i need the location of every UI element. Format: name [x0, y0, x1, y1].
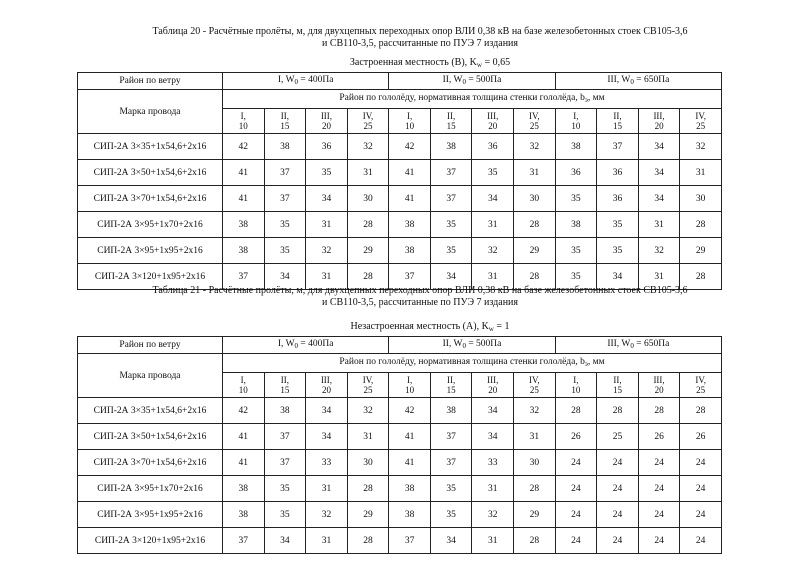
- span-value-cell: 34: [264, 264, 306, 290]
- span-value-cell: 34: [306, 186, 348, 212]
- span-value-cell: 33: [306, 450, 348, 476]
- span-value-cell: 38: [389, 476, 431, 502]
- ice-zone-header: IV, 25: [514, 109, 556, 134]
- span-value-cell: 35: [430, 476, 472, 502]
- span-value-cell: 35: [264, 212, 306, 238]
- table-21-caption-line1: Таблица 21 - Расчётные пролёты, м, для двухцепных переходных опор ВЛИ 0,38 кВ на базе железобетонных стоек СВ105-3,6: [152, 285, 688, 296]
- span-value-cell: 24: [680, 528, 722, 554]
- span-value-cell: 42: [223, 398, 265, 424]
- span-value-cell: 28: [638, 398, 680, 424]
- span-value-cell: 34: [638, 134, 680, 160]
- span-value-cell: 38: [389, 238, 431, 264]
- table-row: [78, 160, 722, 186]
- span-value-cell: 32: [514, 398, 556, 424]
- span-value-cell: 24: [597, 528, 639, 554]
- span-value-cell: 29: [680, 238, 722, 264]
- ice-zone-header: II, 15: [430, 109, 472, 134]
- span-value-cell: 26: [638, 424, 680, 450]
- ice-zone-header: I, 10: [555, 373, 597, 398]
- span-value-cell: 38: [264, 134, 306, 160]
- span-value-cell: 38: [223, 212, 265, 238]
- ice-zone-header: IV, 25: [347, 373, 389, 398]
- span-value-cell: 37: [264, 186, 306, 212]
- table-20: [77, 72, 722, 290]
- span-value-cell: 37: [430, 450, 472, 476]
- span-value-cell: 37: [264, 160, 306, 186]
- span-value-cell: 24: [555, 502, 597, 528]
- span-value-cell: 35: [430, 238, 472, 264]
- span-value-cell: 34: [306, 424, 348, 450]
- span-value-cell: 30: [514, 186, 556, 212]
- span-value-cell: 31: [514, 160, 556, 186]
- span-value-cell: 36: [306, 134, 348, 160]
- span-value-cell: 41: [389, 450, 431, 476]
- table-row: [78, 398, 722, 424]
- span-value-cell: 42: [389, 134, 431, 160]
- span-value-cell: 41: [389, 186, 431, 212]
- ice-zone-header: II, 15: [597, 373, 639, 398]
- span-value-cell: 37: [597, 134, 639, 160]
- wire-type-cell: СИП-2А 3×35+1х54,6+2х16: [78, 134, 223, 160]
- ice-zone-header: IV, 25: [680, 373, 722, 398]
- wind-zone-1: I, $W_0 = 400Па$: [223, 337, 389, 354]
- ice-zone-header: IV, 25: [347, 109, 389, 134]
- wire-type-cell: СИП-2А 3×95+1х70+2х16: [78, 212, 223, 238]
- span-value-cell: 35: [555, 264, 597, 290]
- table-20-subtitle: Застроенная местность (B), $K_w = 0,65$: [349, 57, 511, 69]
- wire-type-cell: СИП-2А 3×120+1х95+2х16: [78, 264, 223, 290]
- ice-zone-header: I, 10: [555, 109, 597, 134]
- span-value-cell: 38: [223, 238, 265, 264]
- table-21-caption: [90, 285, 750, 309]
- span-value-cell: 41: [223, 160, 265, 186]
- span-value-cell: 41: [223, 424, 265, 450]
- span-value-cell: 31: [472, 528, 514, 554]
- wire-type-cell: СИП-2А 3×70+1х54,6+2х16: [78, 450, 223, 476]
- span-value-cell: 37: [264, 450, 306, 476]
- span-value-cell: 30: [680, 186, 722, 212]
- span-value-cell: 36: [597, 160, 639, 186]
- span-value-cell: 32: [514, 134, 556, 160]
- span-value-cell: 24: [555, 528, 597, 554]
- span-value-cell: 25: [597, 424, 639, 450]
- span-value-cell: 24: [680, 450, 722, 476]
- span-value-cell: 35: [306, 160, 348, 186]
- span-value-cell: 34: [472, 398, 514, 424]
- span-value-cell: 28: [514, 528, 556, 554]
- wire-type-cell: СИП-2А 3×50+1х54,6+2х16: [78, 160, 223, 186]
- span-value-cell: 34: [638, 160, 680, 186]
- span-value-cell: 34: [430, 264, 472, 290]
- wire-type-cell: СИП-2А 3×95+1х95+2х16: [78, 238, 223, 264]
- span-value-cell: 32: [347, 134, 389, 160]
- span-value-cell: 24: [555, 476, 597, 502]
- span-value-cell: 31: [472, 264, 514, 290]
- span-value-cell: 31: [514, 424, 556, 450]
- ice-zone-header: II, 15: [597, 109, 639, 134]
- table-20-caption-line1: Таблица 20 - Расчётные пролёты, м, для двухцепных переходных опор ВЛИ 0,38 кВ на базе железобетонных стоек СВ105-3,6: [152, 26, 688, 37]
- span-value-cell: 37: [430, 160, 472, 186]
- span-value-cell: 31: [472, 476, 514, 502]
- span-value-cell: 31: [680, 160, 722, 186]
- span-value-cell: 38: [389, 502, 431, 528]
- span-value-cell: 24: [638, 502, 680, 528]
- span-value-cell: 30: [347, 450, 389, 476]
- span-value-cell: 38: [223, 502, 265, 528]
- span-value-cell: 29: [347, 502, 389, 528]
- span-value-cell: 38: [430, 398, 472, 424]
- span-value-cell: 29: [514, 238, 556, 264]
- table-20-caption: [90, 26, 750, 50]
- span-value-cell: 35: [430, 212, 472, 238]
- span-value-cell: 35: [555, 186, 597, 212]
- span-value-cell: 34: [264, 528, 306, 554]
- span-value-cell: 34: [306, 398, 348, 424]
- span-value-cell: 28: [347, 528, 389, 554]
- span-value-cell: 38: [555, 212, 597, 238]
- span-value-cell: 30: [347, 186, 389, 212]
- ice-zone-header: III, 20: [306, 373, 348, 398]
- span-value-cell: 38: [223, 476, 265, 502]
- span-value-cell: 35: [430, 502, 472, 528]
- table-row: [78, 212, 722, 238]
- span-value-cell: 37: [430, 424, 472, 450]
- span-value-cell: 32: [347, 398, 389, 424]
- span-value-cell: 24: [680, 502, 722, 528]
- span-value-cell: 35: [264, 476, 306, 502]
- wire-type-cell: СИП-2А 3×35+1х54,6+2х16: [78, 398, 223, 424]
- ice-zone-header: III, 20: [472, 373, 514, 398]
- table-21-caption-line2: и СВ110-3,5, рассчитанные по ПУЭ 7 издания: [321, 297, 518, 308]
- wire-type-cell: СИП-2А 3×95+1х70+2х16: [78, 476, 223, 502]
- span-value-cell: 31: [638, 212, 680, 238]
- span-value-cell: 31: [472, 212, 514, 238]
- table-row: [78, 476, 722, 502]
- span-value-cell: 28: [597, 398, 639, 424]
- span-value-cell: 28: [555, 398, 597, 424]
- wind-zone-2: II, $W_0 = 500Па$: [389, 73, 555, 90]
- span-value-cell: 34: [472, 424, 514, 450]
- span-value-cell: 26: [555, 424, 597, 450]
- wind-zone-3: III, $W_0 = 650Па$: [555, 337, 721, 354]
- ice-zone-header: III, 20: [472, 109, 514, 134]
- wire-header: Марка провода: [78, 354, 223, 398]
- span-value-cell: 37: [223, 264, 265, 290]
- span-value-cell: 31: [347, 424, 389, 450]
- span-value-cell: 32: [306, 238, 348, 264]
- span-value-cell: 38: [389, 212, 431, 238]
- span-value-cell: 28: [514, 264, 556, 290]
- span-value-cell: 38: [430, 134, 472, 160]
- span-value-cell: 28: [347, 264, 389, 290]
- span-value-cell: 37: [430, 186, 472, 212]
- wire-type-cell: СИП-2А 3×50+1х54,6+2х16: [78, 424, 223, 450]
- span-value-cell: 37: [223, 528, 265, 554]
- table-row: [78, 238, 722, 264]
- span-value-cell: 35: [264, 238, 306, 264]
- span-value-cell: 38: [264, 398, 306, 424]
- span-value-cell: 29: [514, 502, 556, 528]
- span-value-cell: 35: [472, 160, 514, 186]
- wind-zone-2: II, $W_0 = 500Па$: [389, 337, 555, 354]
- span-value-cell: 28: [347, 476, 389, 502]
- ice-zone-header: II, 15: [264, 373, 306, 398]
- wind-zone-1: I, $W_0 = 400Па$: [223, 73, 389, 90]
- span-value-cell: 41: [223, 186, 265, 212]
- span-value-cell: 31: [638, 264, 680, 290]
- span-value-cell: 41: [223, 450, 265, 476]
- ice-zone-header: III, 20: [638, 373, 680, 398]
- table-row: [78, 134, 722, 160]
- span-value-cell: 38: [555, 134, 597, 160]
- wind-header: Район по ветру: [78, 73, 223, 90]
- wire-type-cell: СИП-2А 3×70+1х54,6+2х16: [78, 186, 223, 212]
- span-value-cell: 37: [389, 528, 431, 554]
- span-value-cell: 42: [223, 134, 265, 160]
- span-value-cell: 35: [597, 238, 639, 264]
- span-value-cell: 29: [347, 238, 389, 264]
- table-row: [78, 528, 722, 554]
- span-value-cell: 24: [555, 450, 597, 476]
- span-value-cell: 26: [680, 424, 722, 450]
- span-value-cell: 24: [597, 450, 639, 476]
- ice-zone-header: III, 20: [638, 109, 680, 134]
- span-value-cell: 31: [306, 528, 348, 554]
- wire-header: Марка провода: [78, 90, 223, 134]
- span-value-cell: 31: [306, 476, 348, 502]
- ice-zone-header: III, 20: [306, 109, 348, 134]
- span-value-cell: 35: [555, 238, 597, 264]
- span-value-cell: 35: [597, 212, 639, 238]
- ice-header: Район по гололёду, нормативная толщина стенки гололёда, $b_э$, мм: [223, 354, 722, 373]
- ice-zone-header: I, 10: [389, 373, 431, 398]
- span-value-cell: 24: [597, 476, 639, 502]
- ice-header: Район по гололёду, нормативная толщина стенки гололёда, $b_э$, мм: [223, 90, 722, 109]
- span-value-cell: 31: [306, 212, 348, 238]
- span-value-cell: 28: [680, 398, 722, 424]
- span-value-cell: 24: [638, 450, 680, 476]
- ice-zone-header: II, 15: [430, 373, 472, 398]
- span-value-cell: 35: [264, 502, 306, 528]
- span-value-cell: 34: [597, 264, 639, 290]
- span-value-cell: 32: [472, 238, 514, 264]
- span-value-cell: 36: [597, 186, 639, 212]
- span-value-cell: 41: [389, 424, 431, 450]
- table-21: [77, 336, 722, 554]
- wire-type-cell: СИП-2А 3×120+1х95+2х16: [78, 528, 223, 554]
- wind-zone-3: III, $W_0 = 650Па$: [555, 73, 721, 90]
- span-value-cell: 28: [514, 476, 556, 502]
- span-value-cell: 32: [472, 502, 514, 528]
- ice-zone-header: IV, 25: [680, 109, 722, 134]
- span-value-cell: 32: [680, 134, 722, 160]
- span-value-cell: 31: [347, 160, 389, 186]
- ice-zone-header: I, 10: [223, 373, 265, 398]
- table-row: [78, 450, 722, 476]
- span-value-cell: 33: [472, 450, 514, 476]
- span-value-cell: 24: [638, 528, 680, 554]
- ice-zone-header: I, 10: [389, 109, 431, 134]
- span-value-cell: 28: [347, 212, 389, 238]
- span-value-cell: 28: [680, 264, 722, 290]
- span-value-cell: 24: [597, 502, 639, 528]
- span-value-cell: 31: [306, 264, 348, 290]
- ice-zone-header: IV, 25: [514, 373, 556, 398]
- span-value-cell: 24: [638, 476, 680, 502]
- span-value-cell: 36: [555, 160, 597, 186]
- wire-type-cell: СИП-2А 3×95+1х95+2х16: [78, 502, 223, 528]
- ice-zone-header: II, 15: [264, 109, 306, 134]
- span-value-cell: 30: [514, 450, 556, 476]
- wind-header: Район по ветру: [78, 337, 223, 354]
- span-value-cell: 24: [680, 476, 722, 502]
- span-value-cell: 37: [389, 264, 431, 290]
- table-20-caption-line2: и СВ110-3,5, рассчитанные по ПУЭ 7 издания: [321, 38, 518, 49]
- span-value-cell: 34: [638, 186, 680, 212]
- ice-zone-header: I, 10: [223, 109, 265, 134]
- table-row: [78, 424, 722, 450]
- span-value-cell: 32: [638, 238, 680, 264]
- span-value-cell: 34: [430, 528, 472, 554]
- span-value-cell: 34: [472, 186, 514, 212]
- span-value-cell: 37: [264, 424, 306, 450]
- span-value-cell: 36: [472, 134, 514, 160]
- span-value-cell: 42: [389, 398, 431, 424]
- table-row: [78, 186, 722, 212]
- span-value-cell: 28: [680, 212, 722, 238]
- table-21-subtitle: Незастроенная местность (А), $K_w = 1$: [350, 321, 510, 333]
- span-value-cell: 41: [389, 160, 431, 186]
- table-row: [78, 502, 722, 528]
- span-value-cell: 32: [306, 502, 348, 528]
- span-value-cell: 28: [514, 212, 556, 238]
